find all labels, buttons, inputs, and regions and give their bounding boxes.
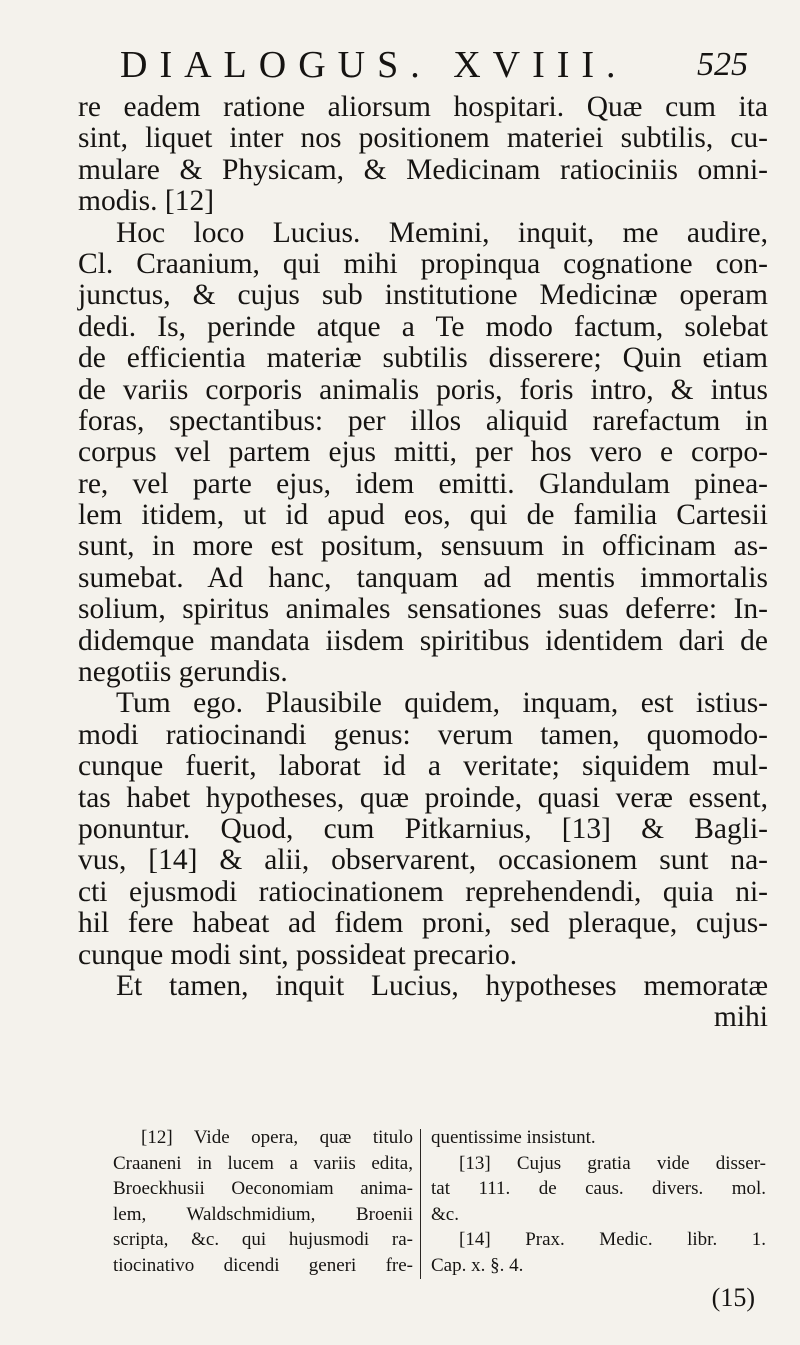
footnote-line: quentissime insistunt. xyxy=(431,1127,596,1148)
text-line: solium, spiritus animales sensationes suas deferre: In- xyxy=(78,593,768,626)
text-line: junctus, & cujus sub institutione Medicinæ operam xyxy=(78,279,768,312)
text-line: hil fere habeat ad fidem proni, sed pleraque, cujus- xyxy=(78,907,768,940)
text-line: re, vel parte ejus, idem emitti. Glandulam pinea- xyxy=(78,467,768,500)
text-line: didemque mandata iisdem spiritibus identidem dari de xyxy=(78,624,768,657)
text-line: Tum ego. Plausibile quidem, inquam, est istius- xyxy=(116,687,768,720)
text-line: cunque fuerit, laborat id a veritate; siquidem mul- xyxy=(78,750,768,783)
text-line: vus, [14] & alii, observarent, occasionem sunt na- xyxy=(78,844,768,877)
footnote-line: tiocinativo dicendi generi fre- xyxy=(113,1254,413,1276)
footnote-line: [12] Vide opera, quæ titulo xyxy=(141,1127,413,1148)
footnotes xyxy=(113,1125,766,1285)
text-line: modi ratiocinandi genus: verum tamen, quomodo- xyxy=(78,718,768,751)
text-line: Et tamen, inquit Lucius, hypotheses memoratæ xyxy=(116,969,768,1002)
footnote-line: Broeckhusii Oeconomiam anima- xyxy=(113,1178,413,1199)
text-line: lem itidem, ut id apud eos, qui de familia Cartesii xyxy=(78,499,768,532)
footnote-column-left xyxy=(113,1125,413,1278)
catchword: mihi xyxy=(713,1001,768,1034)
footnote-line: Cap. x. §. 4. xyxy=(431,1254,524,1276)
footnote-column-divider xyxy=(420,1129,421,1279)
text-line: sint, liquet inter nos positionem materiei subtilis, cu- xyxy=(78,122,768,155)
text-line: de efficientia materiæ subtilis disserere; Quin etiam xyxy=(78,342,768,375)
footnote-line: [14] Prax. Medic. libr. 1. xyxy=(459,1229,766,1250)
text-line: negotiis gerundis. xyxy=(78,656,288,689)
text-line: Hoc loco Lucius. Memini, inquit, me audire, xyxy=(116,216,768,249)
text-line: de variis corporis animalis poris, foris intro, & intus xyxy=(78,373,768,406)
text-line: tas habet hypotheses, quæ proinde, quasi veræ essent, xyxy=(78,781,768,814)
footnote-line: scripta, &c. qui hujusmodi ra- xyxy=(113,1229,413,1250)
page-number: 525 xyxy=(697,46,748,83)
text-line: ponuntur. Quod, cum Pitkarnius, [13] & Bagli- xyxy=(78,812,768,845)
text-line: foras, spectantibus: per illos aliquid rarefactum in xyxy=(78,404,768,437)
text-line: corpus vel partem ejus mitti, per hos vero e corpo- xyxy=(78,436,768,469)
text-line: dedi. Is, perinde atque a Te modo factum, solebat xyxy=(78,310,768,343)
text-line: cti ejusmodi ratiocinationem reprehendendi, quia ni- xyxy=(78,875,768,908)
text-line: Cl. Craanium, qui mihi propinqua cognatione con- xyxy=(78,247,768,280)
footnote-column-right xyxy=(431,1125,766,1278)
footnote-line: Craaneni in lucem a variis edita, xyxy=(113,1152,413,1174)
footnote-line: lem, Waldschmidium, Broenii xyxy=(113,1203,413,1225)
footnote-line: [13] Cujus gratia vide disser- xyxy=(459,1152,766,1174)
running-head: DIALOGUS. XVIII. xyxy=(120,44,628,86)
signature-mark: (15) xyxy=(711,1283,755,1312)
main-text xyxy=(78,92,768,1034)
footnote-line: &c. xyxy=(431,1203,459,1225)
text-line: cunque modi sint, possideat precario. xyxy=(78,938,518,971)
page-header xyxy=(120,40,760,90)
text-line: mulare & Physicam, & Medicinam ratiociniis omni- xyxy=(78,153,768,186)
text-line: sunt, in more est positum, sensuum in officinam as- xyxy=(78,530,768,563)
text-line: modis. [12] xyxy=(78,185,215,218)
text-line: sumebat. Ad hanc, tanquam ad mentis immortalis xyxy=(78,561,768,594)
footnote-line: tat 111. de caus. divers. mol. xyxy=(431,1178,766,1199)
text-line: re eadem ratione aliorsum hospitari. Quæ cum ita xyxy=(78,91,768,123)
